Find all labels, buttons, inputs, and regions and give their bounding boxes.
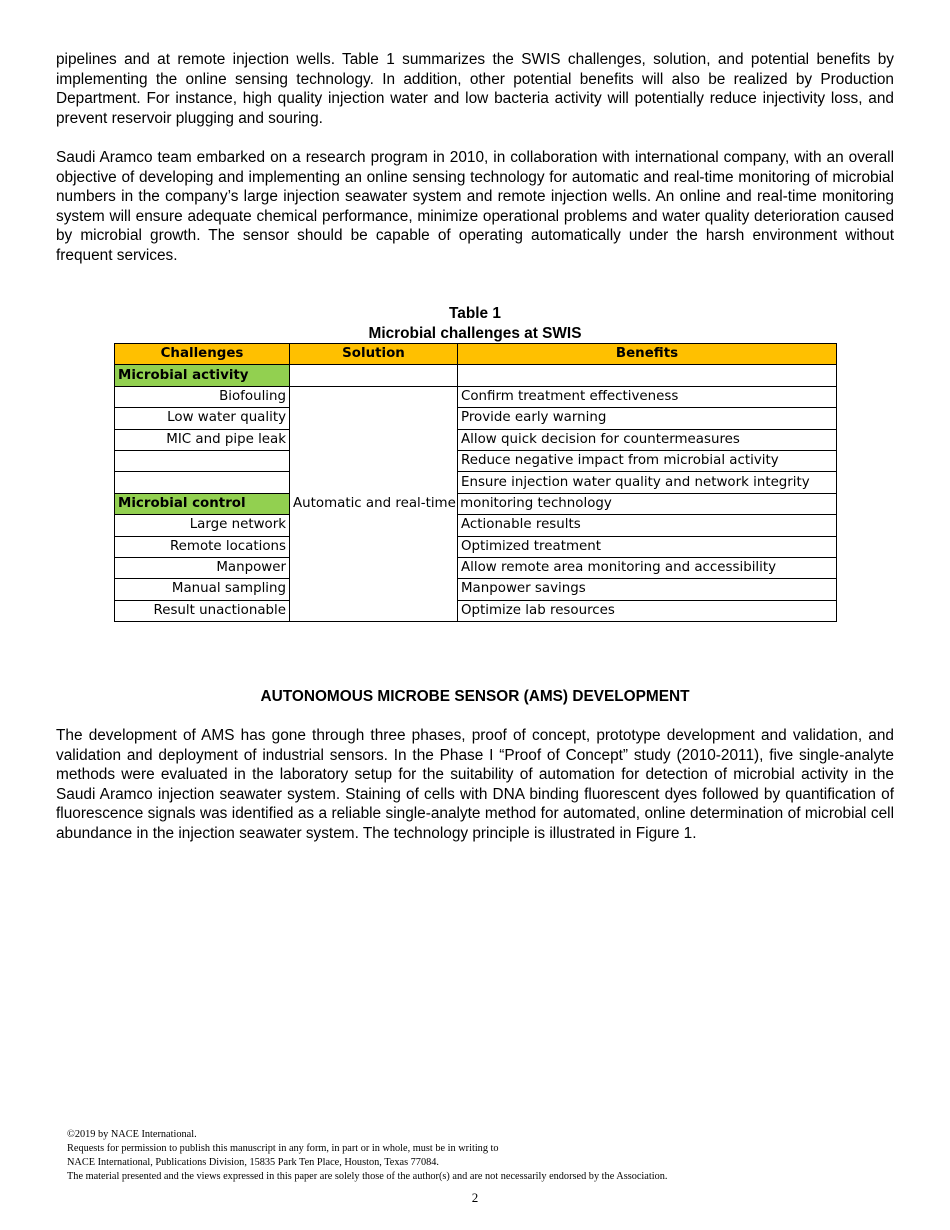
table-row	[115, 600, 837, 621]
challenge-cell: Low water quality	[115, 408, 290, 429]
table-row	[115, 408, 837, 429]
challenge-cell: Remote locations	[115, 536, 290, 557]
table-header-row	[115, 344, 837, 365]
benefit-cell: Optimize lab resources	[458, 600, 837, 621]
table-row	[115, 515, 837, 536]
challenge-cell	[115, 472, 290, 493]
table-row	[115, 557, 837, 578]
benefit-cell: Manpower savings	[458, 579, 837, 600]
challenge-cell: Result unactionable	[115, 600, 290, 621]
page-number: 2	[471, 1190, 479, 1205]
footer-line: Requests for permission to publish this manuscript in any form, in part or in whole, must be in writing to	[67, 1143, 499, 1154]
benefit-cell: Ensure injection water quality and network integrity	[458, 472, 837, 493]
paragraph-research-program: Saudi Aramco team embarked on a research program in 2010, in collaboration with international company, with an overall objective of developing and implementing an online sensing technology for automatic and real-time monitoring of microbial numbers in the company’s large injection seawater system and remote injection wells. An online and real-time monitoring system will ensure adequate chemical performance, minimize operational problems and water quality deterioration caused by microbial growth. The sensor should be capable of operating automatically under the harsh environment without frequent services.	[56, 149, 894, 264]
table-title: Microbial challenges at SWIS	[368, 325, 582, 342]
header-solution: Solution	[290, 344, 458, 365]
copyright-footer	[67, 1128, 667, 1184]
benefit-cell: Actionable results	[458, 515, 837, 536]
benefit-cell: Reduce negative impact from microbial activity	[458, 450, 837, 471]
benefit-cell: Allow remote area monitoring and accessibility	[458, 557, 837, 578]
challenge-cell: Large network	[115, 515, 290, 536]
benefit-cell: Optimized treatment	[458, 536, 837, 557]
empty-cell	[458, 365, 837, 386]
table-row	[115, 450, 837, 471]
challenge-cell: MIC and pipe leak	[115, 429, 290, 450]
paragraph-swis-benefits: pipelines and at remote injection wells. Table 1 summarizes the SWIS challenges, solution, and potential benefits by implementing the online sensing technology. In addition, other potential benefits will also be realized by Production Department. For instance, high quality injection water and low bacteria activity will potentially reduce injectivity loss, and prevent reservoir plugging and souring.	[56, 51, 894, 127]
challenge-cell: Biofouling	[115, 386, 290, 407]
category-microbial-control: Microbial control	[115, 493, 290, 514]
header-challenges: Challenges	[115, 344, 290, 365]
table-number: Table 1	[449, 305, 501, 322]
paragraph-ams-development: The development of AMS has gone through three phases, proof of concept, prototype development and validation, and validation and deployment of industrial sensors. In the Phase I “Proof of Concept” study (2010-2011), five single-analyte methods were evaluated in the laboratory setup for the suitability of automation for detection of microbial activity in the Saudi Aramco injection seawater system. Staining of cells with DNA binding fluorescent dyes followed by quantification of fluorescence signals was identified as a reliable single-analyte method for automated, online determination of microbial cell abundance in the injection seawater system. The technology principle is illustrated in Figure 1.	[56, 727, 894, 842]
table-row	[115, 472, 837, 493]
benefit-cell: Provide early warning	[458, 408, 837, 429]
category-microbial-activity: Microbial activity	[115, 365, 290, 386]
challenge-cell: Manpower	[115, 557, 290, 578]
empty-cell	[290, 365, 458, 386]
table-row	[115, 365, 837, 386]
challenges-table	[114, 343, 837, 622]
table-row	[115, 536, 837, 557]
section-heading: AUTONOMOUS MICROBE SENSOR (AMS) DEVELOPMENT	[260, 688, 690, 705]
table-row	[115, 386, 837, 407]
table-row	[115, 429, 837, 450]
solution-cell: Automatic and real-time monitoring technology	[290, 386, 458, 621]
footer-line: NACE International, Publications Division, 15835 Park Ten Place, Houston, Texas 77084.	[67, 1157, 439, 1168]
challenge-cell: Manual sampling	[115, 579, 290, 600]
benefit-cell: Allow quick decision for countermeasures	[458, 429, 837, 450]
challenge-cell	[115, 450, 290, 471]
footer-line: The material presented and the views expressed in this paper are solely those of the author(s) and are not necessarily endorsed by the Association.	[67, 1171, 668, 1182]
footer-line: ©2019 by NACE International.	[67, 1129, 197, 1140]
table-row	[115, 579, 837, 600]
benefit-cell: Confirm treatment effectiveness	[458, 386, 837, 407]
header-benefits: Benefits	[458, 344, 837, 365]
